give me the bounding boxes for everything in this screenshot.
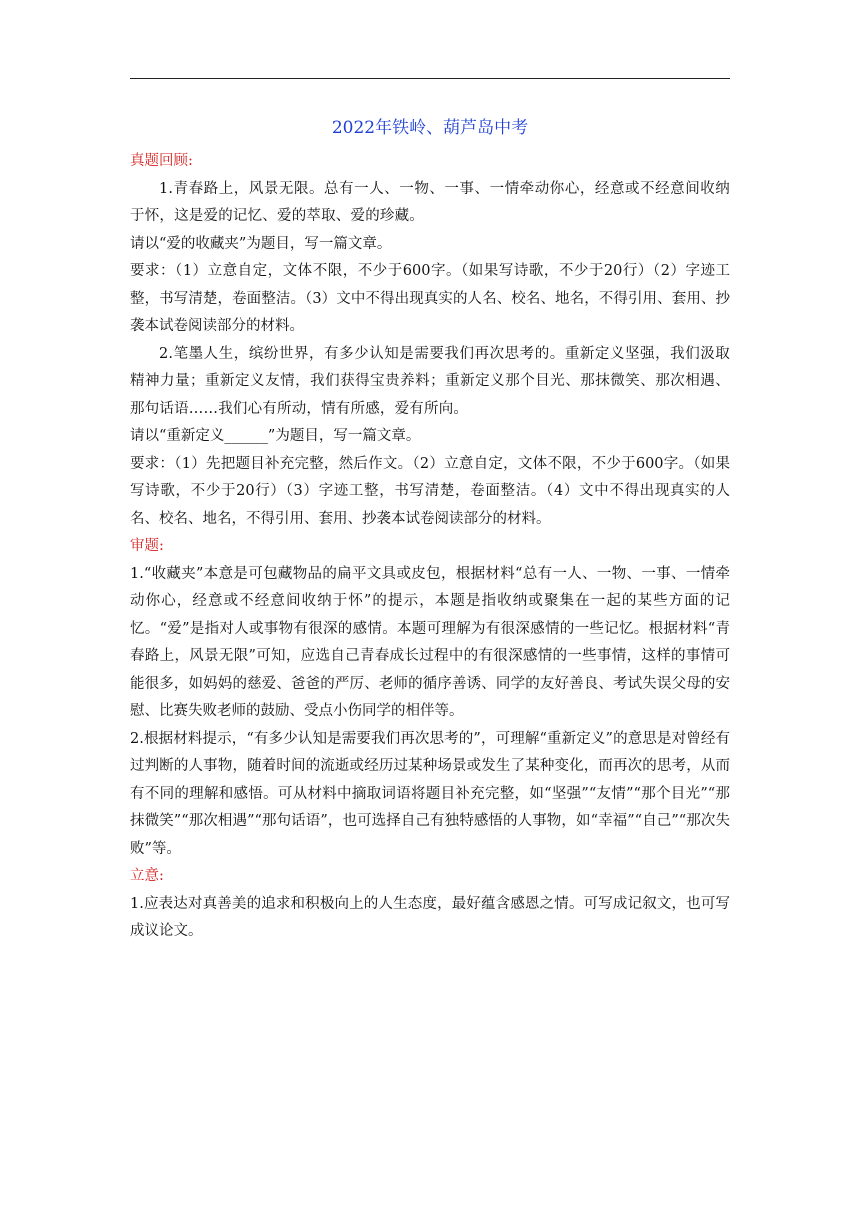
analysis-label: 审题: bbox=[130, 538, 164, 554]
question-2-prompt: 请以“重新定义______”为题目，写一篇文章。 bbox=[130, 428, 421, 444]
intent-label: 立意: bbox=[130, 868, 164, 884]
question-2-material: 2.笔墨人生，缤纷世界，有多少认知是需要我们再次思考的。重新定义坚强，我们汲取精神力量；重新定义友情，我们获得宝贵养料；重新定义那个目光、那抹微笑、那次相遇、那句话语……我们心有所动，情有所感，爱有所向。 bbox=[130, 345, 730, 417]
question-1-prompt: 请以“爱的收藏夹”为题目，写一篇文章。 bbox=[130, 235, 392, 252]
intent-paragraph-1: 1.应表达对真善美的追求和积极向上的人生态度，最好蕴含感恩之情。可写成记叙文，也可写成议论文。 bbox=[130, 895, 730, 939]
question-1-requirements: 要求：（1）立意自定，文体不限，不少于600字。（如果写诗歌，不少于20行）（2）字迹工整，书写清楚，卷面整洁。（3）文中不得出现真实的人名、校名、地名，不得引用、套用、抄袭本试卷阅读部分的材料。 bbox=[130, 263, 730, 334]
analysis-paragraph-1: 1.“收藏夹”本意是可包藏物品的扁平文具或皮包，根据材料“总有一人、一物、一事、一情牵动你心，经意或不经意间收纳于怀”的提示，本题是指收纳或聚集在一起的某些方面的记忆。“爱”是指对人或事物有很深的感情。本题可理解为有很深感情的一些记忆。根据材料“青春路上，风景无限”可知，应选自己青春成长过程中的有很深感情的一些事情，这样的事情可能很多，如妈妈的慈爱、爸爸的严厉、老师的循序善诱、同学的友好善良、考试失误父母的安慰、比赛失败老师的鼓励、受点小伤同学的相伴等。 bbox=[130, 565, 730, 719]
analysis-paragraph-2: 2.根据材料提示，“有多少认知是需要我们再次思考的”，可理解“重新定义”的意思是对曾经有过判断的人事物，随着时间的流逝或经历过某种场景或发生了某种变化，而再次的思考，从而有不同的理解和感悟。可从材料中摘取词语将题目补充完整，如“坚强”“友情”“那个目光”“那抹微笑”“那次相遇”“那句话语”，也可选择自己有独特感悟的人事物，如“幸福”“自己”“那次失败”等。 bbox=[130, 730, 730, 857]
document-title: 2022年铁岭、葫芦岛中考 bbox=[331, 118, 529, 138]
document-body bbox=[130, 114, 730, 946]
question-1-material: 1.青春路上，风景无限。总有一人、一物、一事、一情牵动你心，经意或不经意间收纳于怀，这是爱的记忆、爱的萃取、爱的珍藏。 bbox=[130, 180, 730, 224]
header-rule bbox=[130, 78, 730, 79]
review-label: 真题回顾: bbox=[130, 153, 193, 169]
question-2-requirements: 要求：（1）先把题目补充完整，然后作文。（2）立意自定，文体不限，不少于600字。（如果写诗歌，不少于20行）（3）字迹工整，书写清楚，卷面整洁。（4）文中不得出现真实的人名、校名、地名，不得引用、套用、抄袭本试卷阅读部分的材料。 bbox=[130, 455, 730, 527]
